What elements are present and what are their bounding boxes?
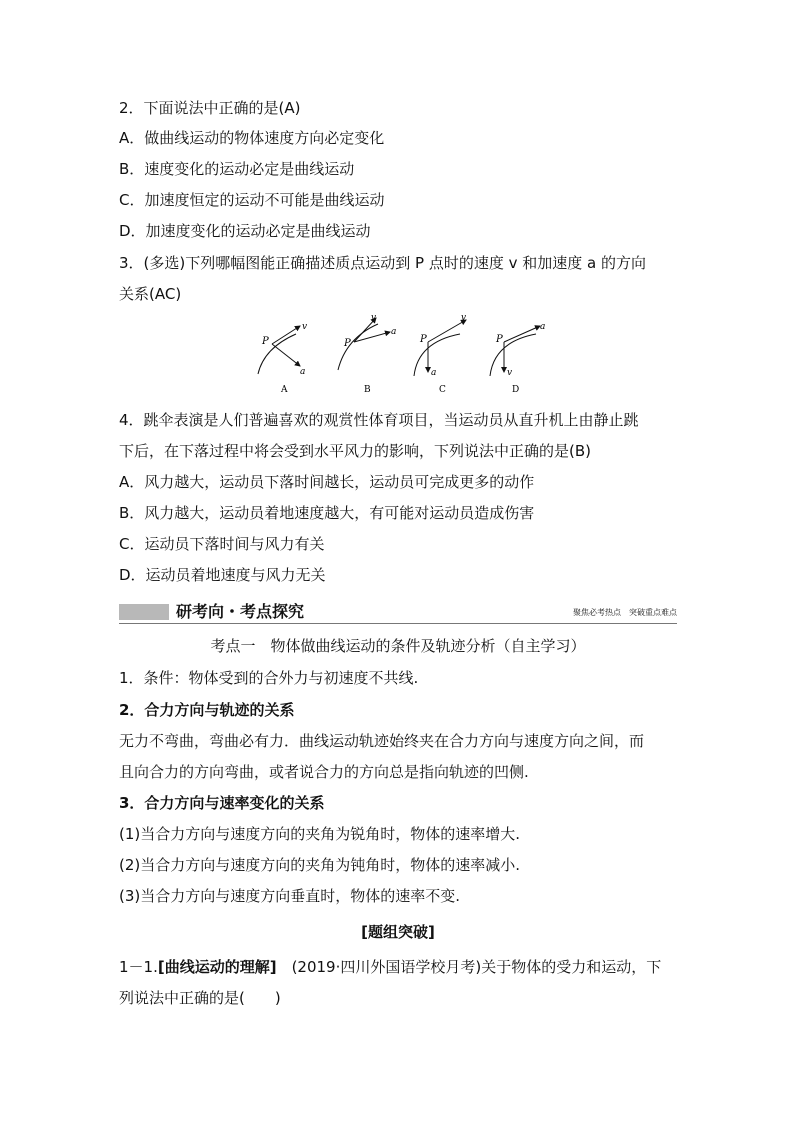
label-v-b: v [371, 313, 377, 323]
label-a-a: a [300, 367, 306, 377]
section-header [119, 601, 677, 623]
q3-stem-line2: 关系(AC) [119, 285, 182, 303]
figure-panel-a [258, 322, 307, 395]
kaodian-p2-title: 2．合力方向与轨迹的关系 [119, 701, 295, 719]
q2-option-b: B．速度变化的运动必定是曲线运动 [119, 160, 355, 178]
tizu-question-source: (2019·四川外国语学校月考)关于物体的受力和运动，下 [276, 958, 662, 976]
figure-panel-d [490, 322, 545, 395]
q4-option-d: D．运动员着地速度与风力无关 [119, 566, 326, 584]
label-p-b: P [344, 338, 351, 349]
q4-option-a: A．风力越大，运动员下落时间越长，运动员可完成更多的动作 [119, 473, 535, 491]
label-v-c: v [461, 313, 467, 323]
kaodian-p3-item1: (1)当合力方向与速度方向的夹角为锐角时，物体的速率增大. [119, 825, 521, 843]
label-p-c: P [420, 334, 427, 345]
figure-panel-c [414, 313, 466, 395]
tizu-heading: [题组突破] [361, 923, 435, 941]
kaodian-p2-line2: 且向合力的方向弯曲，或者说合力的方向总是指向轨迹的凹侧. [119, 763, 529, 781]
kaodian-p2-line1: 无力不弯曲，弯曲必有力．曲线运动轨迹始终夹在合力方向与速度方向之间，而 [119, 732, 645, 750]
q3-stem-line1: 3．(多选)下列哪幅图能正确描述质点运动到 P 点时的速度 v 和加速度 a 的方向 [119, 254, 646, 272]
q2-option-a: A．做曲线运动的物体速度方向必定变化 [119, 129, 385, 147]
q2-stem: 2．下面说法中正确的是(A) [119, 99, 301, 117]
section-rule [119, 623, 677, 624]
label-v-a: v [302, 322, 308, 332]
panel-label-a: A [281, 385, 288, 395]
kaodian-heading: 考点一 物体做曲线运动的条件及轨迹分析（自主学习） [210, 637, 586, 655]
tizu-question-line2: 列说法中正确的是( ) [119, 989, 281, 1007]
section-title: 研考向・考点探究 [176, 602, 305, 621]
q4-stem-line1: 4．跳伞表演是人们普遍喜欢的观赏性体育项目，当运动员从直升机上由静止跳 [119, 411, 639, 429]
tizu-question-number: 1－1. [119, 958, 158, 976]
label-p-a: P [262, 336, 269, 347]
label-a-b: a [391, 327, 397, 337]
kaodian-p3-title: 3．合力方向与速率变化的关系 [119, 794, 325, 812]
panel-label-c: C [439, 385, 446, 395]
figure-panel-b [338, 313, 396, 395]
tizu-question [119, 957, 661, 977]
label-a-c: a [431, 368, 437, 378]
kaodian-p1: 1．条件：物体受到的合外力与初速度不共线. [119, 669, 419, 687]
tizu-question-tag: [曲线运动的理解] [157, 958, 277, 976]
section-tag: 聚焦必考热点 突破重点难点 [573, 608, 677, 617]
q2-option-d: D．加速度变化的运动必定是曲线运动 [119, 222, 371, 240]
kaodian-p3-item2: (2)当合力方向与速度方向的夹角为钝角时，物体的速率减小. [119, 856, 521, 874]
q4-option-b: B．风力越大，运动员着地速度越大，有可能对运动员造成伤害 [119, 504, 535, 522]
section-marker [119, 604, 169, 620]
q3-figure [250, 312, 560, 396]
panel-label-d: D [512, 385, 520, 395]
q4-stem-line2: 下后，在下落过程中将会受到水平风力的影响，下列说法中正确的是(B) [119, 442, 591, 460]
label-v-d: v [507, 368, 513, 378]
label-p-d: P [496, 334, 503, 345]
q2-option-c: C．加速度恒定的运动不可能是曲线运动 [119, 191, 385, 209]
kaodian-p3-item3: (3)当合力方向与速度方向垂直时，物体的速率不变. [119, 887, 461, 905]
panel-label-b: B [364, 385, 371, 395]
label-a-d: a [540, 322, 546, 332]
q4-option-c: C．运动员下落时间与风力有关 [119, 535, 325, 553]
